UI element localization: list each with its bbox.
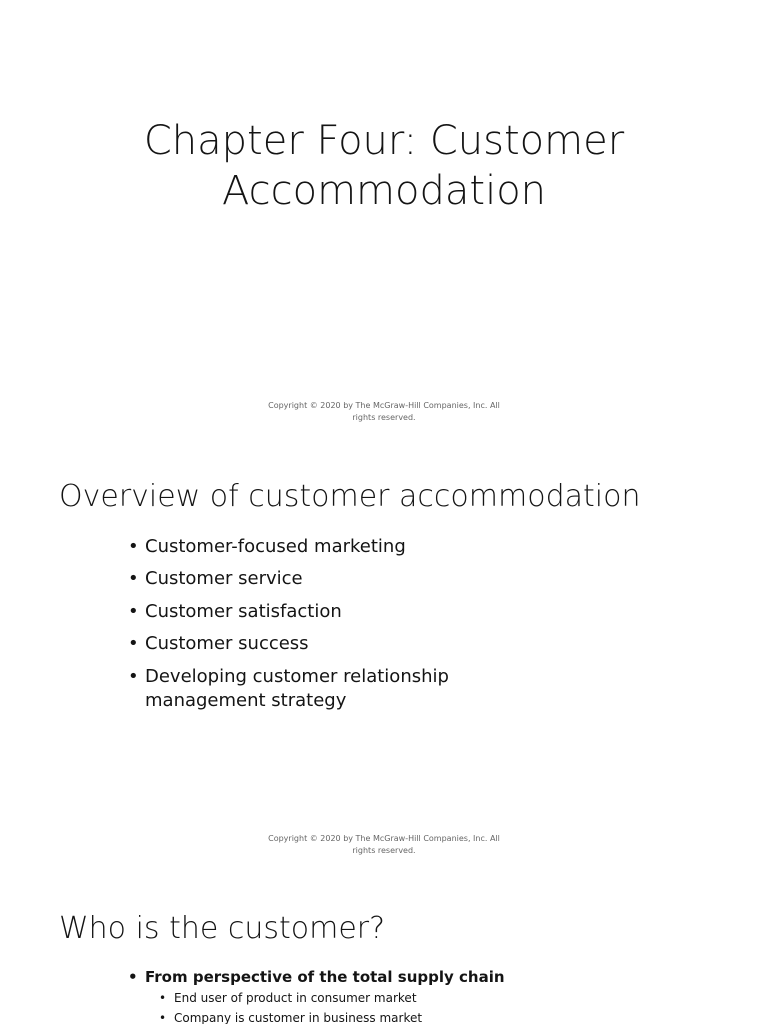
bullet-list [128,966,648,1024]
copyright-notice [250,400,518,424]
copyright-line-1: Copyright © 2020 by The McGraw-Hill Companies, Inc. All [268,834,500,843]
copyright-line-1: Copyright © 2020 by The McGraw-Hill Companies, Inc. All [268,401,500,410]
copyright-line-2: rights reserved. [352,413,416,422]
bullet-item: • Customer satisfaction [128,600,488,624]
slide-title [0,0,768,433]
sub-bullet-item: • Company is customer in business market [159,1008,648,1024]
slide-heading: Who is the customer? [59,911,386,946]
slide-heading: Overview of customer accommodation [59,479,641,514]
copyright-line-2: rights reserved. [352,846,416,855]
sub-bullet-item: • End user of product in consumer market [159,988,648,1008]
chapter-title-line-1: Chapter Four: Customer [143,118,625,164]
bullet-item: • Developing customer relationship management strategy [128,665,488,713]
sub-bullet-list [145,988,648,1024]
bullet-item: • Customer service [128,567,488,591]
bullet-item: • Customer-focused marketing [128,535,488,559]
slide-overview [0,433,768,866]
chapter-title-line-2: Accommodation [221,168,547,214]
copyright-notice [250,833,518,857]
slide-who-is-customer [0,866,768,1024]
bullet-item [128,966,648,1024]
bullet-text: From perspective of the total supply chain [145,968,505,986]
bullet-item: • Customer success [128,632,488,656]
chapter-title [0,116,768,216]
bullet-list [128,535,488,721]
